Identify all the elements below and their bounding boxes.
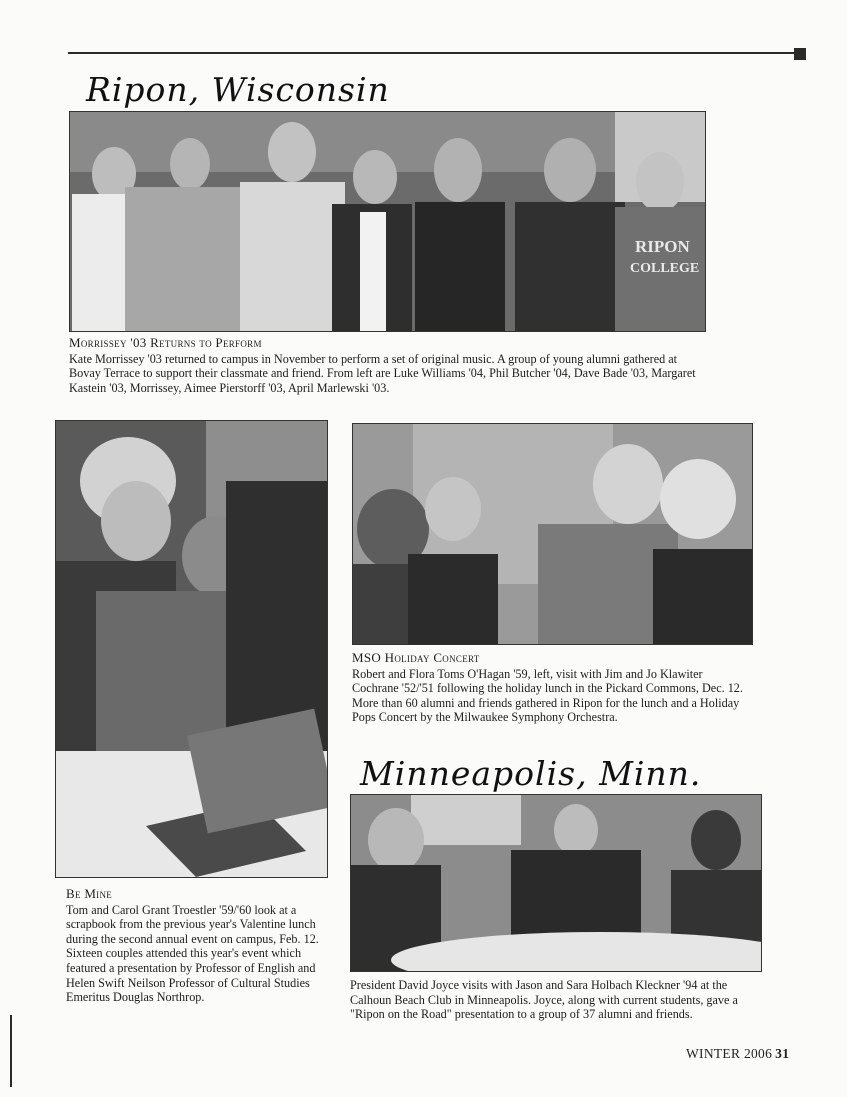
caption-body-morrissey: Kate Morrissey '03 returned to campus in November to perform a set of original music. A group of young alumni gathered at Bovay Terrace to support their classmate and friend. From left are Luke Williams '04, Phil Butcher '04, Dave Bade '03, Margaret Kastein '03, Morrissey, Aimee Pierstorff '03, April Marlewski '03.: [69, 351, 696, 395]
caption-body-joyce: President David Joyce visits with Jason and Sara Holbach Kleckner '94 at the Calhoun Beach Club in Minneapolis. Joyce, along with current students, gave a "Ripon on the Road" presentation to a group of 37 alumni and friends.: [350, 978, 738, 1022]
section-title-minneapolis: Minneapolis, Minn.: [360, 754, 702, 793]
caption-heading-mso: MSO Holiday Concert: [352, 650, 480, 665]
shirt-lettering-college: COLLEGE: [630, 261, 700, 276]
photo-morrissey-group-image: [70, 112, 705, 331]
caption-heading-be-mine: Be Mine: [66, 886, 113, 901]
photo-minneapolis: [350, 794, 762, 972]
caption-be-mine: [66, 887, 332, 1005]
section-title-ripon: Ripon, Wisconsin: [86, 70, 390, 109]
photo-morrissey-group: [69, 111, 706, 332]
shirt-lettering-ripon: RIPON: [635, 237, 690, 256]
caption-body-mso: Robert and Flora Toms O'Hagan '59, left, visit with Jim and Jo Klawiter Cochrane '52/'51 following the holiday lunch in the Pickard Commons, Dec. 12. More than 60 alumni and friends gathered in Ripon for the lunch and a Holiday Pops Concert by the Milwaukee Symphony Orchestra.: [352, 666, 743, 725]
caption-joyce: [350, 978, 762, 1022]
caption-body-be-mine: Tom and Carol Grant Troestler '59/'60 look at a scrapbook from the previous year's Valentine lunch during the second annual event on campus, Feb. 12. Sixteen couples attended this year's event which featured a presentation by Professor of English and Helen Swift Neilson Professor of Cultural Studies Emeritus Douglas Northrop.: [66, 902, 319, 1005]
page-footer: [686, 1046, 789, 1062]
caption-heading-morrissey: Morrissey '03 Returns to Perform: [69, 335, 262, 350]
photo-mso-holiday: [352, 423, 753, 645]
top-rule: [68, 52, 796, 54]
caption-mso: [352, 651, 750, 725]
issue-label: WINTER 2006: [686, 1046, 773, 1061]
photo-be-mine-image: [56, 421, 327, 877]
page-number: 31: [775, 1046, 790, 1061]
top-rule-tab: [794, 48, 806, 60]
left-margin-rule: [10, 1015, 12, 1087]
caption-morrissey: [69, 336, 709, 395]
photo-minneapolis-image: [351, 795, 761, 971]
photo-mso-holiday-image: [353, 424, 752, 644]
photo-be-mine: [55, 420, 328, 878]
